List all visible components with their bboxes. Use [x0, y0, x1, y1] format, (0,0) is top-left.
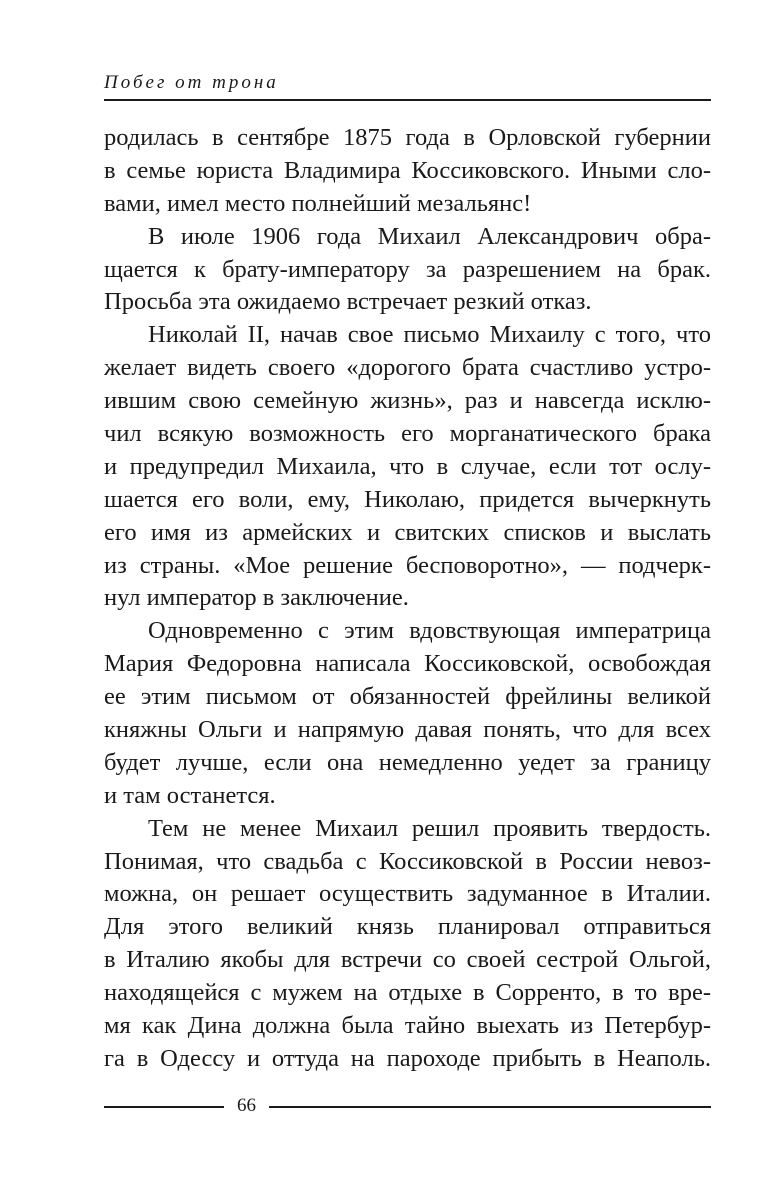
text-line: шается его воли, ему, Николаю, придется вычеркнуть: [104, 485, 711, 513]
text-line: и предупредил Михаила, что в случае, если тот ослу-: [104, 452, 711, 480]
text-line: щается к брату-императору за разрешением на брак.: [104, 255, 711, 283]
text-line: Просьба эта ожидаемо встречает резкий отказ.: [104, 288, 592, 316]
text-line: Для этого великий князь планировал отправиться: [104, 913, 711, 941]
footer-rule-right: [269, 1106, 711, 1108]
page-footer: [104, 1094, 711, 1120]
text-line: Тем не менее Михаил решил проявить твердость.: [148, 814, 711, 842]
text-line: будет лучше, если она немедленно уедет за границу: [104, 748, 711, 776]
text-line: в Италию якобы для встречи со своей сестрой Ольгой,: [104, 946, 711, 974]
text-line: желает видеть своего «дорогого брата счастливо устро-: [104, 354, 711, 382]
footer-rule-left: [104, 1106, 224, 1108]
header-rule: [104, 99, 711, 101]
text-line: В июле 1906 года Михаил Александрович обра-: [148, 222, 711, 250]
text-line: ее этим письмом от обязанностей фрейлины великой: [104, 683, 711, 711]
text-line: можна, он решает осуществить задуманное в Италии.: [104, 880, 711, 908]
page-number: 66: [237, 1095, 256, 1116]
text-line: находящейся с мужем на отдыхе в Сорренто, в то вре-: [104, 979, 711, 1007]
text-line: его имя из армейских и свитских списков и выслать: [104, 518, 711, 546]
text-line: княжны Ольги и напрямую давая понять, что для всех: [104, 716, 711, 744]
text-line: вами, имел место полнейший мезальянс!: [104, 189, 532, 217]
text-line: Одновременно с этим вдовствующая императрица: [148, 617, 711, 645]
text-line: в семье юриста Владимира Коссиковского. Иными сло-: [104, 156, 711, 184]
text-line: чил всякую возможность его морганатического брака: [104, 420, 711, 448]
running-header-title: Побег от трона: [104, 72, 279, 93]
text-line: мя как Дина должна была тайно выехать из Петербур-: [104, 1012, 711, 1040]
text-line: и там останется.: [104, 781, 276, 809]
text-line: Понимая, что свадьба с Коссиковской в России невоз-: [104, 847, 711, 875]
text-line: Николай II, начав свое письмо Михаилу с того, что: [148, 321, 711, 349]
text-line: родилась в сентябре 1875 года в Орловской губернии: [104, 124, 711, 151]
text-line: ившим свою семейную жизнь», раз и навсегда исклю-: [104, 387, 711, 415]
text-line: га в Одессу и оттуда на пароходе прибыть в Неаполь.: [104, 1044, 711, 1072]
text-line: нул император в заключение.: [104, 584, 409, 612]
body-text: [104, 122, 711, 1076]
text-line: Мария Федоровна написала Коссиковской, освобождая: [104, 650, 711, 678]
text-line: из страны. «Мое решение бесповоротно», — подчерк-: [104, 551, 711, 579]
